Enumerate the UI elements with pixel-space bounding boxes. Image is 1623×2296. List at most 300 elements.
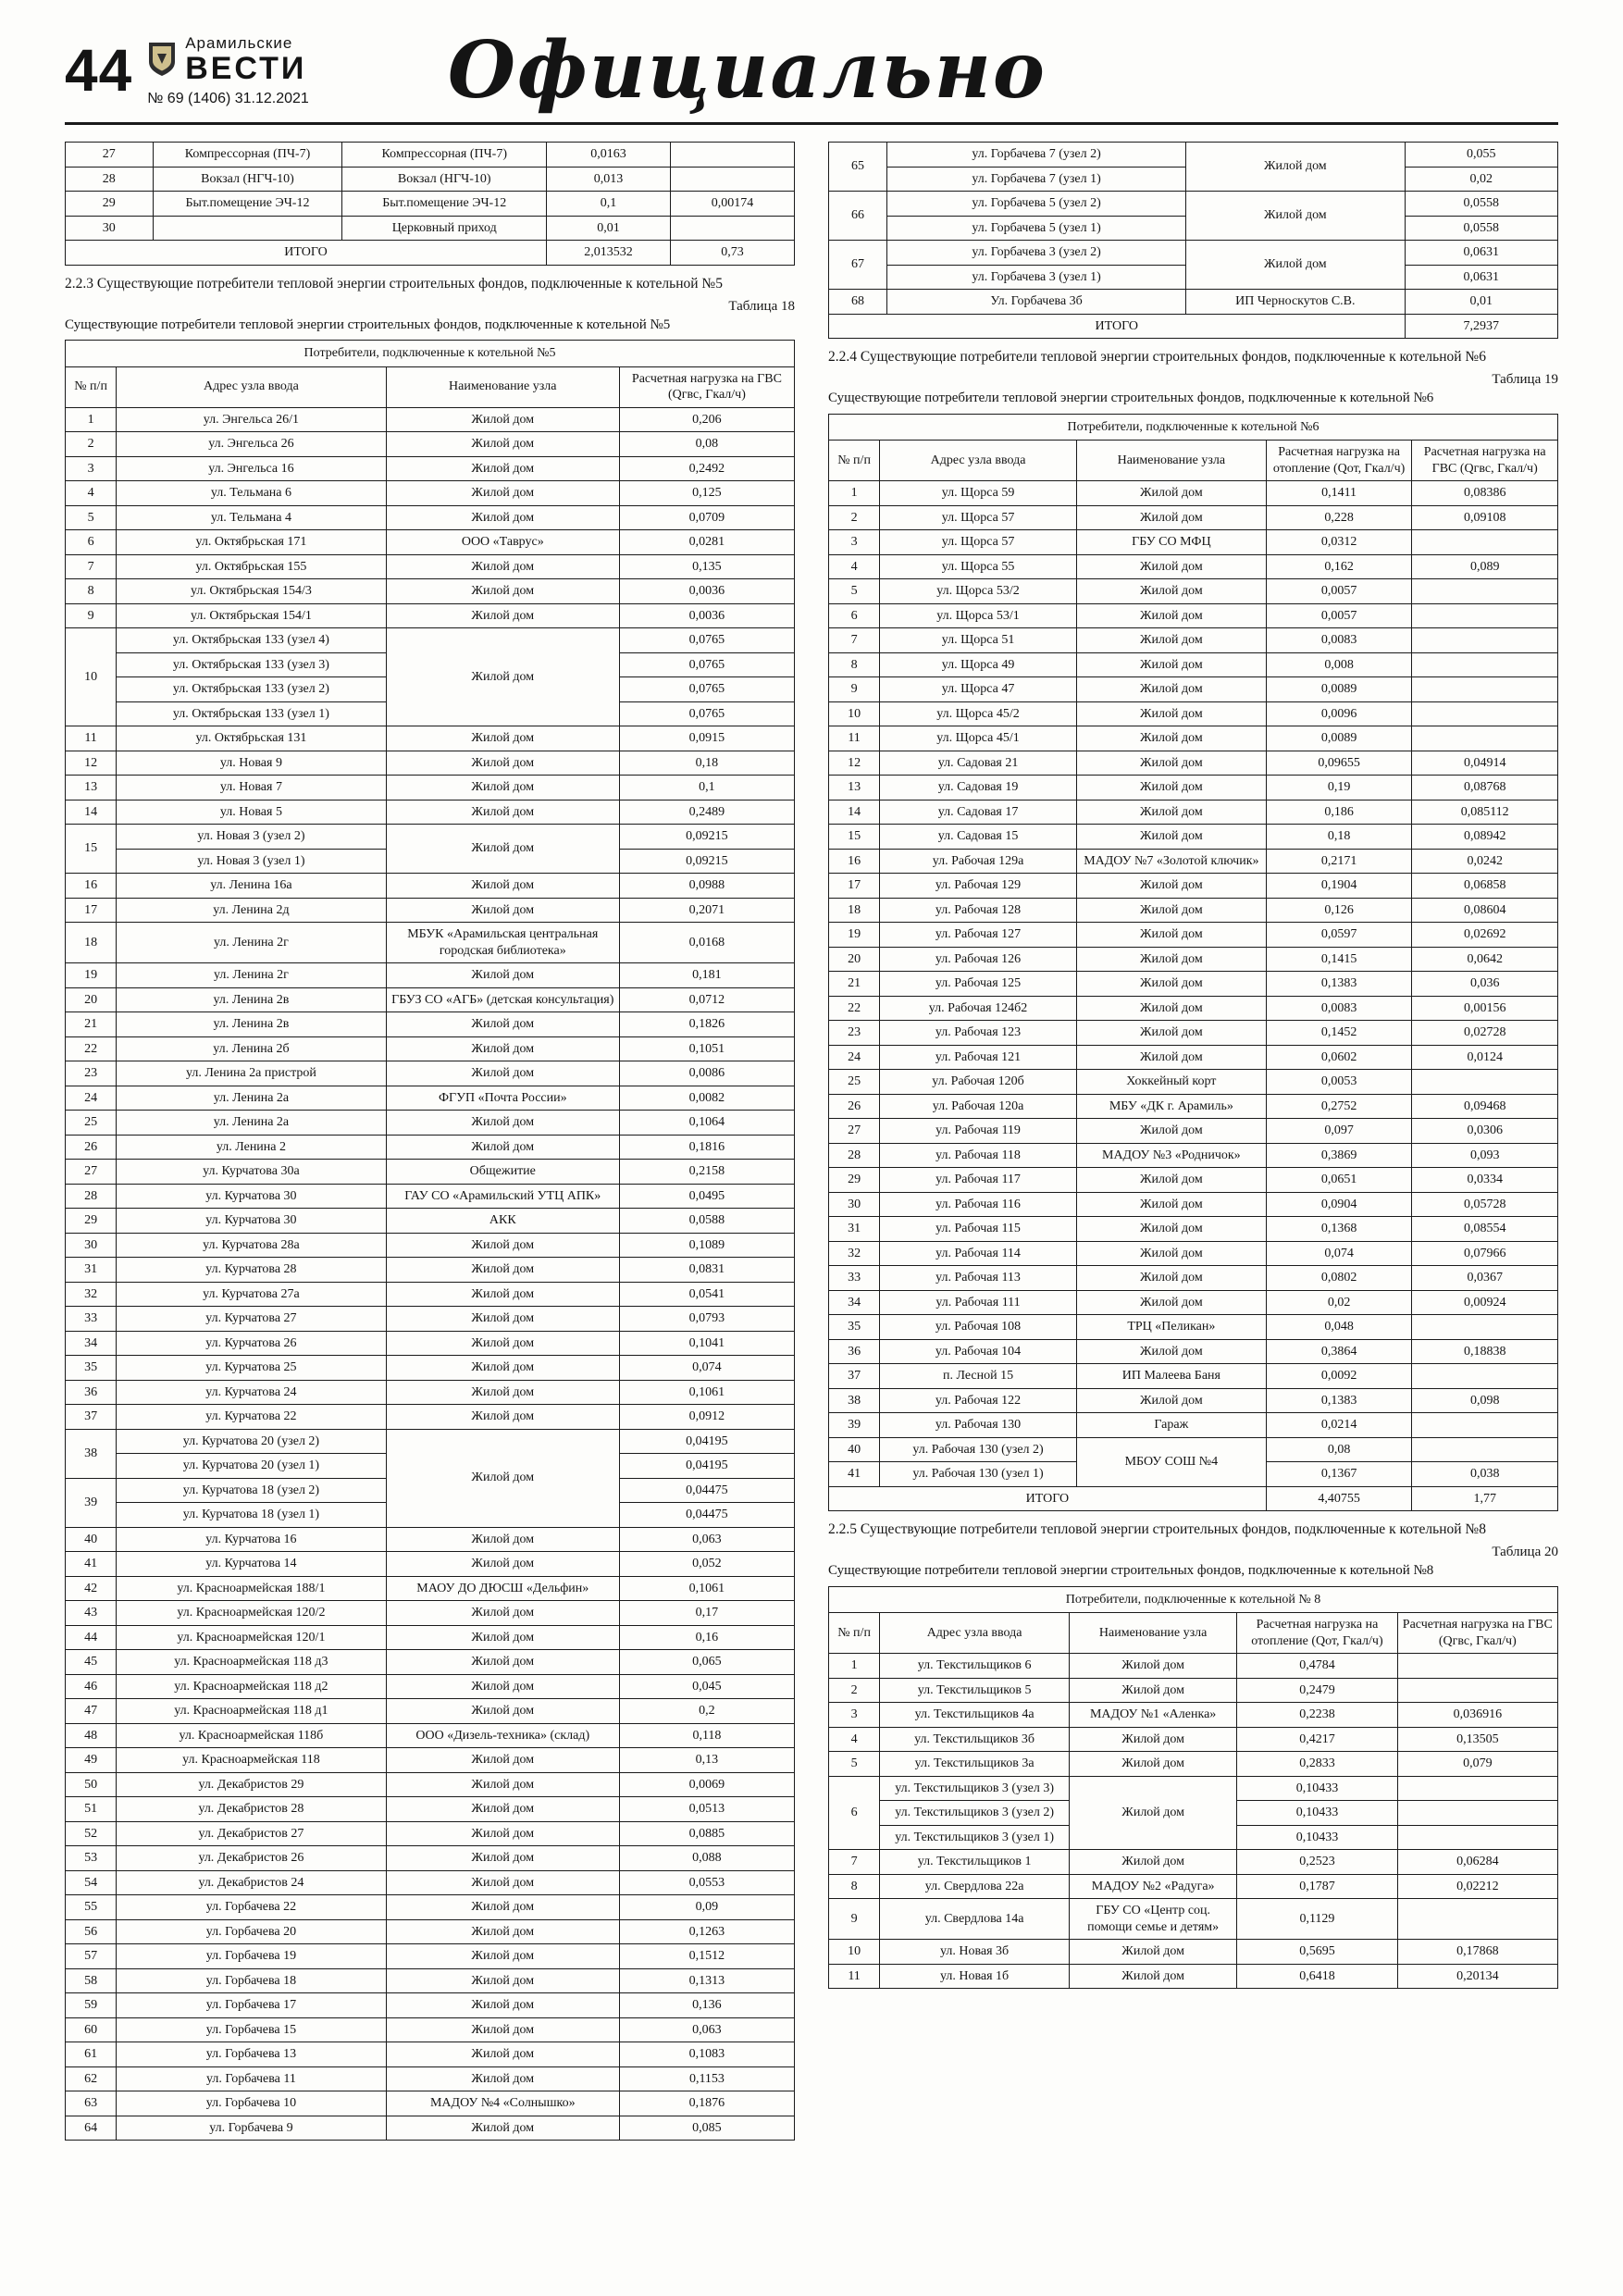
table-cell: 0,1061 xyxy=(619,1380,794,1405)
column-header: Адрес узла ввода xyxy=(880,441,1077,481)
table-cell: 0,0367 xyxy=(1412,1266,1558,1291)
column-header: Расчетная нагрузка на отопление (Qот, Гкал/ч) xyxy=(1237,1613,1397,1654)
table-cell: ул. Горбачева 7 (узел 1) xyxy=(887,167,1186,192)
table-cell: 29 xyxy=(66,1209,117,1234)
table-cell: Быт.помещение ЭЧ-12 xyxy=(342,192,547,217)
table-row xyxy=(66,800,795,825)
table-cell: 29 xyxy=(829,1168,880,1193)
table-cell: 0,0558 xyxy=(1405,192,1558,217)
table-cell: Жилой дом xyxy=(1186,192,1405,241)
table-cell: 0,08386 xyxy=(1412,481,1558,506)
table-cell: 66 xyxy=(829,192,887,241)
table-cell: ул. Щорса 49 xyxy=(880,652,1077,677)
table-cell: ул. Новая 9 xyxy=(117,751,387,776)
table-cell: 0,13505 xyxy=(1397,1727,1557,1752)
table-cell: Жилой дом xyxy=(386,1429,619,1527)
table-cell: ИТОГО xyxy=(829,314,1406,339)
table-cell: 0,0036 xyxy=(619,579,794,604)
table-cell: 0,09215 xyxy=(619,849,794,874)
table-cell: 0,2489 xyxy=(619,800,794,825)
table-title: Потребители, подключенные к котельной №6 xyxy=(829,414,1558,441)
table-cell: Жилой дом xyxy=(1076,1045,1266,1070)
table-cell: 0,135 xyxy=(619,554,794,579)
table-cell: ул. Курчатова 20 (узел 2) xyxy=(117,1429,387,1454)
table-cell: 3 xyxy=(829,1703,880,1728)
table-cell: ул. Горбачева 13 xyxy=(117,2042,387,2067)
table-cell: ул. Текстильщиков 3 (узел 1) xyxy=(880,1825,1070,1850)
table-row xyxy=(829,1727,1558,1752)
table-cell: 0,2752 xyxy=(1266,1094,1412,1119)
table-cell: ул. Красноармейская 120/1 xyxy=(117,1625,387,1650)
table-cell: 67 xyxy=(829,241,887,290)
table-cell: 0,048 xyxy=(1266,1315,1412,1340)
table-cell: 0,074 xyxy=(1266,1241,1412,1266)
table-cell: 0,08604 xyxy=(1412,898,1558,923)
table-row xyxy=(66,726,795,751)
table-row xyxy=(66,1846,795,1871)
table-row xyxy=(66,1258,795,1283)
table-cell: 0,00924 xyxy=(1412,1290,1558,1315)
table-cell: Ул. Горбачева 3б xyxy=(887,290,1186,315)
table-cell: 16 xyxy=(66,874,117,899)
table-row xyxy=(66,1135,795,1160)
table-row xyxy=(829,923,1558,948)
table-cell: 0,098 xyxy=(1412,1388,1558,1413)
table-cell: 0,4217 xyxy=(1237,1727,1397,1752)
table-cell: ул. Новая 5 xyxy=(117,800,387,825)
table-cell: 49 xyxy=(66,1748,117,1773)
table-cell: 31 xyxy=(66,1258,117,1283)
left-column xyxy=(65,140,795,2141)
table-row xyxy=(829,996,1558,1021)
table-cell: 27 xyxy=(829,1119,880,1144)
table-cell: 0,162 xyxy=(1266,554,1412,579)
table-cell: ул. Октябрьская 133 (узел 4) xyxy=(117,628,387,653)
table-cell: 37 xyxy=(66,1405,117,1430)
table-cell: ГБУЗ СО «АГБ» (детская консультация) xyxy=(386,987,619,1012)
column-header: Расчетная нагрузка на ГВС (Qгвс, Гкал/ч) xyxy=(619,366,794,407)
table-cell: 0,06284 xyxy=(1397,1850,1557,1875)
table-cell: ул. Горбачева 11 xyxy=(117,2066,387,2091)
table-cell: ООО «Таврус» xyxy=(386,530,619,555)
table-cell: Жилой дом xyxy=(1076,776,1266,800)
table-cell: 2 xyxy=(829,1678,880,1703)
table-cell: 47 xyxy=(66,1699,117,1724)
right-column xyxy=(828,140,1558,1989)
table-cell: 26 xyxy=(829,1094,880,1119)
table-cell: ул. Рабочая 111 xyxy=(880,1290,1077,1315)
table-cell: Жилой дом xyxy=(386,603,619,628)
table-cell: 38 xyxy=(66,1429,117,1478)
table-cell: 59 xyxy=(66,1993,117,2018)
table-cell: ул. Новая 3 (узел 2) xyxy=(117,825,387,850)
table-cell: 0,063 xyxy=(619,1527,794,1552)
table-row xyxy=(829,1437,1558,1462)
table-row xyxy=(829,849,1558,874)
table-row xyxy=(66,407,795,432)
table-cell: 0,1826 xyxy=(619,1012,794,1037)
table-cell: Жилой дом xyxy=(386,1821,619,1846)
table-cell: 28 xyxy=(829,1143,880,1168)
table-cell xyxy=(1412,1437,1558,1462)
table-cell: 0,3869 xyxy=(1266,1143,1412,1168)
table-row xyxy=(829,290,1558,315)
table-row xyxy=(66,751,795,776)
table-cell: 0,0036 xyxy=(619,603,794,628)
table-cell: ИП Черноскутов С.В. xyxy=(1186,290,1405,315)
table-cell: Жилой дом xyxy=(1076,996,1266,1021)
table-cell: 31 xyxy=(829,1217,880,1242)
table-cell: Жилой дом xyxy=(386,1012,619,1037)
table-cell: 5 xyxy=(829,1752,880,1777)
table-cell: Общежитие xyxy=(386,1160,619,1185)
table-cell: ул. Рабочая 118 xyxy=(880,1143,1077,1168)
table-cell: 17 xyxy=(829,874,880,899)
table-cell: 25 xyxy=(66,1111,117,1136)
table-cell: ул. Щорса 45/2 xyxy=(880,701,1077,726)
table-row xyxy=(66,2042,795,2067)
table-cell: 0,1041 xyxy=(619,1331,794,1356)
table-row xyxy=(66,1772,795,1797)
table-19 xyxy=(828,414,1558,1512)
table-cell: ул. Рабочая 128 xyxy=(880,898,1077,923)
table-cell: ул. Рабочая 115 xyxy=(880,1217,1077,1242)
table-cell: Жилой дом xyxy=(386,1870,619,1895)
table-cell: ул. Ленина 2а xyxy=(117,1086,387,1111)
table-cell: Жилой дом xyxy=(386,1258,619,1283)
table-title: Потребители, подключенные к котельной № 8 xyxy=(829,1586,1558,1613)
table-row xyxy=(66,505,795,530)
table-cell: 33 xyxy=(66,1307,117,1332)
table-cell: 9 xyxy=(829,1899,880,1940)
table-row xyxy=(66,987,795,1012)
table-cell: ГБУ СО «Центр соц. помощи семье и детям» xyxy=(1070,1899,1237,1940)
table-row xyxy=(829,1776,1558,1801)
table-cell: 9 xyxy=(66,603,117,628)
column-header: № п/п xyxy=(829,441,880,481)
table-row xyxy=(829,1486,1558,1511)
table-cell: 15 xyxy=(66,825,117,874)
table-row xyxy=(66,1601,795,1626)
table-cell: 0,4784 xyxy=(1237,1654,1397,1679)
table-cell: 18 xyxy=(829,898,880,923)
table-cell: 0,0885 xyxy=(619,1821,794,1846)
table-cell: 0,0912 xyxy=(619,1405,794,1430)
table-cell: Жилой дом xyxy=(1070,1654,1237,1679)
table-row xyxy=(829,1192,1558,1217)
column-header: Расчетная нагрузка на ГВС (Qгвс, Гкал/ч) xyxy=(1412,441,1558,481)
table-cell: 0,088 xyxy=(619,1846,794,1871)
table-cell: ул. Курчатова 30 xyxy=(117,1184,387,1209)
table-cell: 16 xyxy=(829,849,880,874)
table-row xyxy=(66,1209,795,1234)
table-cell: Жилой дом xyxy=(386,1061,619,1086)
table-cell: ул. Декабристов 24 xyxy=(117,1870,387,1895)
page-number: 44 xyxy=(65,36,133,104)
table-18-continuation xyxy=(828,142,1558,339)
table-cell: Жилой дом xyxy=(1076,923,1266,948)
table-cell: ул. Ленина 2г xyxy=(117,923,387,963)
table-cell: 0,0513 xyxy=(619,1797,794,1822)
table-cell xyxy=(1397,1801,1557,1826)
table-cell: Жилой дом xyxy=(386,874,619,899)
table-cell: 0,19 xyxy=(1266,776,1412,800)
table-row xyxy=(829,1703,1558,1728)
table-cell: Жилой дом xyxy=(386,751,619,776)
table-cell: Жилой дом xyxy=(1076,603,1266,628)
table-cell: 12 xyxy=(66,751,117,776)
table-cell: 0,055 xyxy=(1405,143,1558,168)
table-cell: Жилой дом xyxy=(1070,1964,1237,1989)
table-cell: Жилой дом xyxy=(386,628,619,726)
table-row xyxy=(829,1752,1558,1777)
table-cell xyxy=(1412,603,1558,628)
table-cell: 0,0086 xyxy=(619,1061,794,1086)
table-cell: 32 xyxy=(66,1282,117,1307)
table-cell: Жилой дом xyxy=(1076,481,1266,506)
table-cell: ул. Курчатова 27а xyxy=(117,1282,387,1307)
table-row xyxy=(829,1678,1558,1703)
table-cell: ИТОГО xyxy=(829,1486,1267,1511)
page-header xyxy=(65,24,1558,125)
table-row xyxy=(66,825,795,850)
table-cell: 3 xyxy=(66,456,117,481)
table-row xyxy=(829,825,1558,850)
table-cell: ул. Садовая 15 xyxy=(880,825,1077,850)
table-cell: 53 xyxy=(66,1846,117,1871)
table-cell: 50 xyxy=(66,1772,117,1797)
table-cell: 65 xyxy=(829,143,887,192)
table-cell: 55 xyxy=(66,1895,117,1920)
table-cell: 9 xyxy=(829,677,880,702)
table-cell: 68 xyxy=(829,290,887,315)
table-row xyxy=(66,1184,795,1209)
table-cell: ул. Рабочая 124б2 xyxy=(880,996,1077,1021)
table-cell: Жилой дом xyxy=(1076,1241,1266,1266)
table-cell: 0,0553 xyxy=(619,1870,794,1895)
table-cell: 39 xyxy=(66,1478,117,1527)
table-row xyxy=(829,192,1558,217)
table-row xyxy=(829,874,1558,899)
table-row xyxy=(66,898,795,923)
table-row xyxy=(829,1021,1558,1046)
table-cell: 0,0765 xyxy=(619,628,794,653)
table-cell: 0,097 xyxy=(1266,1119,1412,1144)
table-cell: Жилой дом xyxy=(1070,1678,1237,1703)
table-cell: 0,09655 xyxy=(1266,751,1412,776)
table-cell: ул. Рабочая 117 xyxy=(880,1168,1077,1193)
table-row xyxy=(66,776,795,800)
table-row xyxy=(829,701,1558,726)
table-cell: Жилой дом xyxy=(1076,751,1266,776)
table-cell: 0,20134 xyxy=(1397,1964,1557,1989)
table-cell: Жилой дом xyxy=(1070,1776,1237,1850)
table-cell: ул. Садовая 17 xyxy=(880,800,1077,825)
table-cell: 28 xyxy=(66,167,154,192)
table-cell: 0,1089 xyxy=(619,1233,794,1258)
table-cell: 0,0765 xyxy=(619,652,794,677)
table-row xyxy=(829,1290,1558,1315)
table-cell: 22 xyxy=(66,1036,117,1061)
table-row xyxy=(66,1331,795,1356)
table-cell: Жилой дом xyxy=(386,554,619,579)
table-cell: ул. Курчатова 28 xyxy=(117,1258,387,1283)
table-row xyxy=(829,1413,1558,1438)
table-cell: Жилой дом xyxy=(1076,1266,1266,1291)
table-row xyxy=(829,143,1558,168)
table-cell: 0,1313 xyxy=(619,1968,794,1993)
table-cell: АКК xyxy=(386,1209,619,1234)
table-row xyxy=(829,726,1558,751)
table-cell: Жилой дом xyxy=(386,1111,619,1136)
table-cell: ул. Курчатова 26 xyxy=(117,1331,387,1356)
table-row xyxy=(66,1797,795,1822)
table-cell: ул. Курчатова 30а xyxy=(117,1160,387,1185)
table-cell: Жилой дом xyxy=(386,505,619,530)
table-cell: 0,6418 xyxy=(1237,1964,1397,1989)
table-cell: ул. Рабочая 120а xyxy=(880,1094,1077,1119)
table-cell xyxy=(1412,579,1558,604)
table-cell: ГАУ СО «Арамильский УТЦ АПК» xyxy=(386,1184,619,1209)
table-row xyxy=(829,652,1558,677)
table-row xyxy=(829,1266,1558,1291)
table-cell: Жилой дом xyxy=(1076,579,1266,604)
table-cell: ул. Рабочая 122 xyxy=(880,1388,1077,1413)
table-cell: 0,13 xyxy=(619,1748,794,1773)
table-row xyxy=(66,1307,795,1332)
table-cell: 54 xyxy=(66,1870,117,1895)
table-cell: 0,093 xyxy=(1412,1143,1558,1168)
table-cell: 30 xyxy=(829,1192,880,1217)
table-row xyxy=(66,1380,795,1405)
table-20 xyxy=(828,1586,1558,1990)
masthead-title-block xyxy=(185,34,306,84)
table-cell: ул. Ленина 2а xyxy=(117,1111,387,1136)
table-row xyxy=(829,530,1558,555)
table-row xyxy=(66,1944,795,1969)
table-row xyxy=(66,1086,795,1111)
table-cell: ул. Текстильщиков 3 (узел 3) xyxy=(880,1776,1070,1801)
table-cell: 0,013 xyxy=(547,167,671,192)
table-cell: 1 xyxy=(66,407,117,432)
table-row xyxy=(66,1429,795,1454)
table-cell: Жилой дом xyxy=(1076,898,1266,923)
column-header: Наименование узла xyxy=(1076,441,1266,481)
section-paragraph-223: 2.2.3 Существующие потребители тепловой энергии строительных фондов, подключенные к котельной №5 xyxy=(65,275,723,292)
table-cell: 7 xyxy=(829,1850,880,1875)
table-row xyxy=(66,1821,795,1846)
table-cell: Жилой дом xyxy=(386,1527,619,1552)
table-cell: 0,0915 xyxy=(619,726,794,751)
table-cell: 28 xyxy=(66,1184,117,1209)
table-cell: 11 xyxy=(66,726,117,751)
table-cell: 13 xyxy=(66,776,117,800)
table-row xyxy=(829,1339,1558,1364)
table-cell: 10 xyxy=(66,628,117,726)
table-cell: Жилой дом xyxy=(1076,1168,1266,1193)
table-cell: ГБУ СО МФЦ xyxy=(1076,530,1266,555)
table-cell: ул. Свердлова 14а xyxy=(880,1899,1070,1940)
table-cell: 0,0057 xyxy=(1266,579,1412,604)
table-row xyxy=(66,241,795,266)
table-cell: ул. Горбачева 3 (узел 1) xyxy=(887,265,1186,290)
table-cell: ул. Горбачева 20 xyxy=(117,1919,387,1944)
table-cell: ул. Красноармейская 118 д2 xyxy=(117,1674,387,1699)
section-paragraph-224: 2.2.4 Существующие потребители тепловой энергии строительных фондов, подключенные к котельной №6 xyxy=(828,349,1486,365)
table-cell: 4 xyxy=(829,1727,880,1752)
table-cell: Жилой дом xyxy=(386,1331,619,1356)
table-cell: 2,013532 xyxy=(547,241,671,266)
table-cell: 11 xyxy=(829,726,880,751)
table-cell: 0,0831 xyxy=(619,1258,794,1283)
table-cell: Жилой дом xyxy=(386,1233,619,1258)
table-cell: 40 xyxy=(829,1437,880,1462)
table-cell: Жилой дом xyxy=(1070,1850,1237,1875)
table-cell: 2 xyxy=(66,432,117,457)
table-cell: Жилой дом xyxy=(386,1036,619,1061)
table-cell xyxy=(1397,1825,1557,1850)
table-cell: 24 xyxy=(66,1086,117,1111)
table-cell: Жилой дом xyxy=(386,1282,619,1307)
table-cell: 19 xyxy=(66,963,117,988)
table-cell: ул. Текстильщиков 6 xyxy=(880,1654,1070,1679)
table-cell xyxy=(1412,652,1558,677)
table-cell: 0,0765 xyxy=(619,677,794,702)
table-cell: 48 xyxy=(66,1723,117,1748)
table-cell: 0,0802 xyxy=(1266,1266,1412,1291)
table-cell: 62 xyxy=(66,2066,117,2091)
table-row xyxy=(66,603,795,628)
table-cell: Жилой дом xyxy=(386,1405,619,1430)
table-cell: 0,3864 xyxy=(1266,1339,1412,1364)
table-cell: ул. Ленина 2г xyxy=(117,963,387,988)
table-cell: 0,00174 xyxy=(671,192,795,217)
table-cell: Жилой дом xyxy=(1076,947,1266,972)
table-cell: 20 xyxy=(829,947,880,972)
table-cell: 0,02728 xyxy=(1412,1021,1558,1046)
table-cell xyxy=(1412,530,1558,555)
table-cell: 0,1816 xyxy=(619,1135,794,1160)
table-cell: ул. Щорса 51 xyxy=(880,628,1077,653)
table-cell: 0,0083 xyxy=(1266,996,1412,1021)
table-cell: ул. Октябрьская 131 xyxy=(117,726,387,751)
table-cell: ул. Ленина 2а пристрой xyxy=(117,1061,387,1086)
table-cell: 27 xyxy=(66,1160,117,1185)
table-cell: ул. Садовая 19 xyxy=(880,776,1077,800)
table-cell: ул. Октябрьская 155 xyxy=(117,554,387,579)
table-cell: 41 xyxy=(66,1552,117,1577)
table-cell: 0,18838 xyxy=(1412,1339,1558,1364)
table-cell: 25 xyxy=(829,1070,880,1095)
table-row xyxy=(66,1233,795,1258)
table-cell: 0,1383 xyxy=(1266,972,1412,997)
masthead-city: Арамильские xyxy=(185,33,293,52)
table-cell: 0,089 xyxy=(1412,554,1558,579)
table-cell: Жилой дом xyxy=(1070,1727,1237,1752)
table-18 xyxy=(65,340,795,2141)
table-cell: 0,036916 xyxy=(1397,1703,1557,1728)
table-cell: 0,038 xyxy=(1412,1462,1558,1487)
column-header: Расчетная нагрузка на ГВС (Qгвс, Гкал/ч) xyxy=(1397,1613,1557,1654)
table20-caption: Существующие потребители тепловой энергии строительных фондов, подключенные к котельной №8 xyxy=(828,1563,1434,1579)
table-cell: 63 xyxy=(66,2091,117,2116)
table-cell: 7,2937 xyxy=(1405,314,1558,339)
table-cell: 0,0334 xyxy=(1412,1168,1558,1193)
table-cell: ул. Рабочая 125 xyxy=(880,972,1077,997)
column-header: Расчетная нагрузка на отопление (Qот, Гкал/ч) xyxy=(1266,441,1412,481)
table-cell: ул. Октябрьская 154/1 xyxy=(117,603,387,628)
column-header: Адрес узла ввода xyxy=(117,366,387,407)
